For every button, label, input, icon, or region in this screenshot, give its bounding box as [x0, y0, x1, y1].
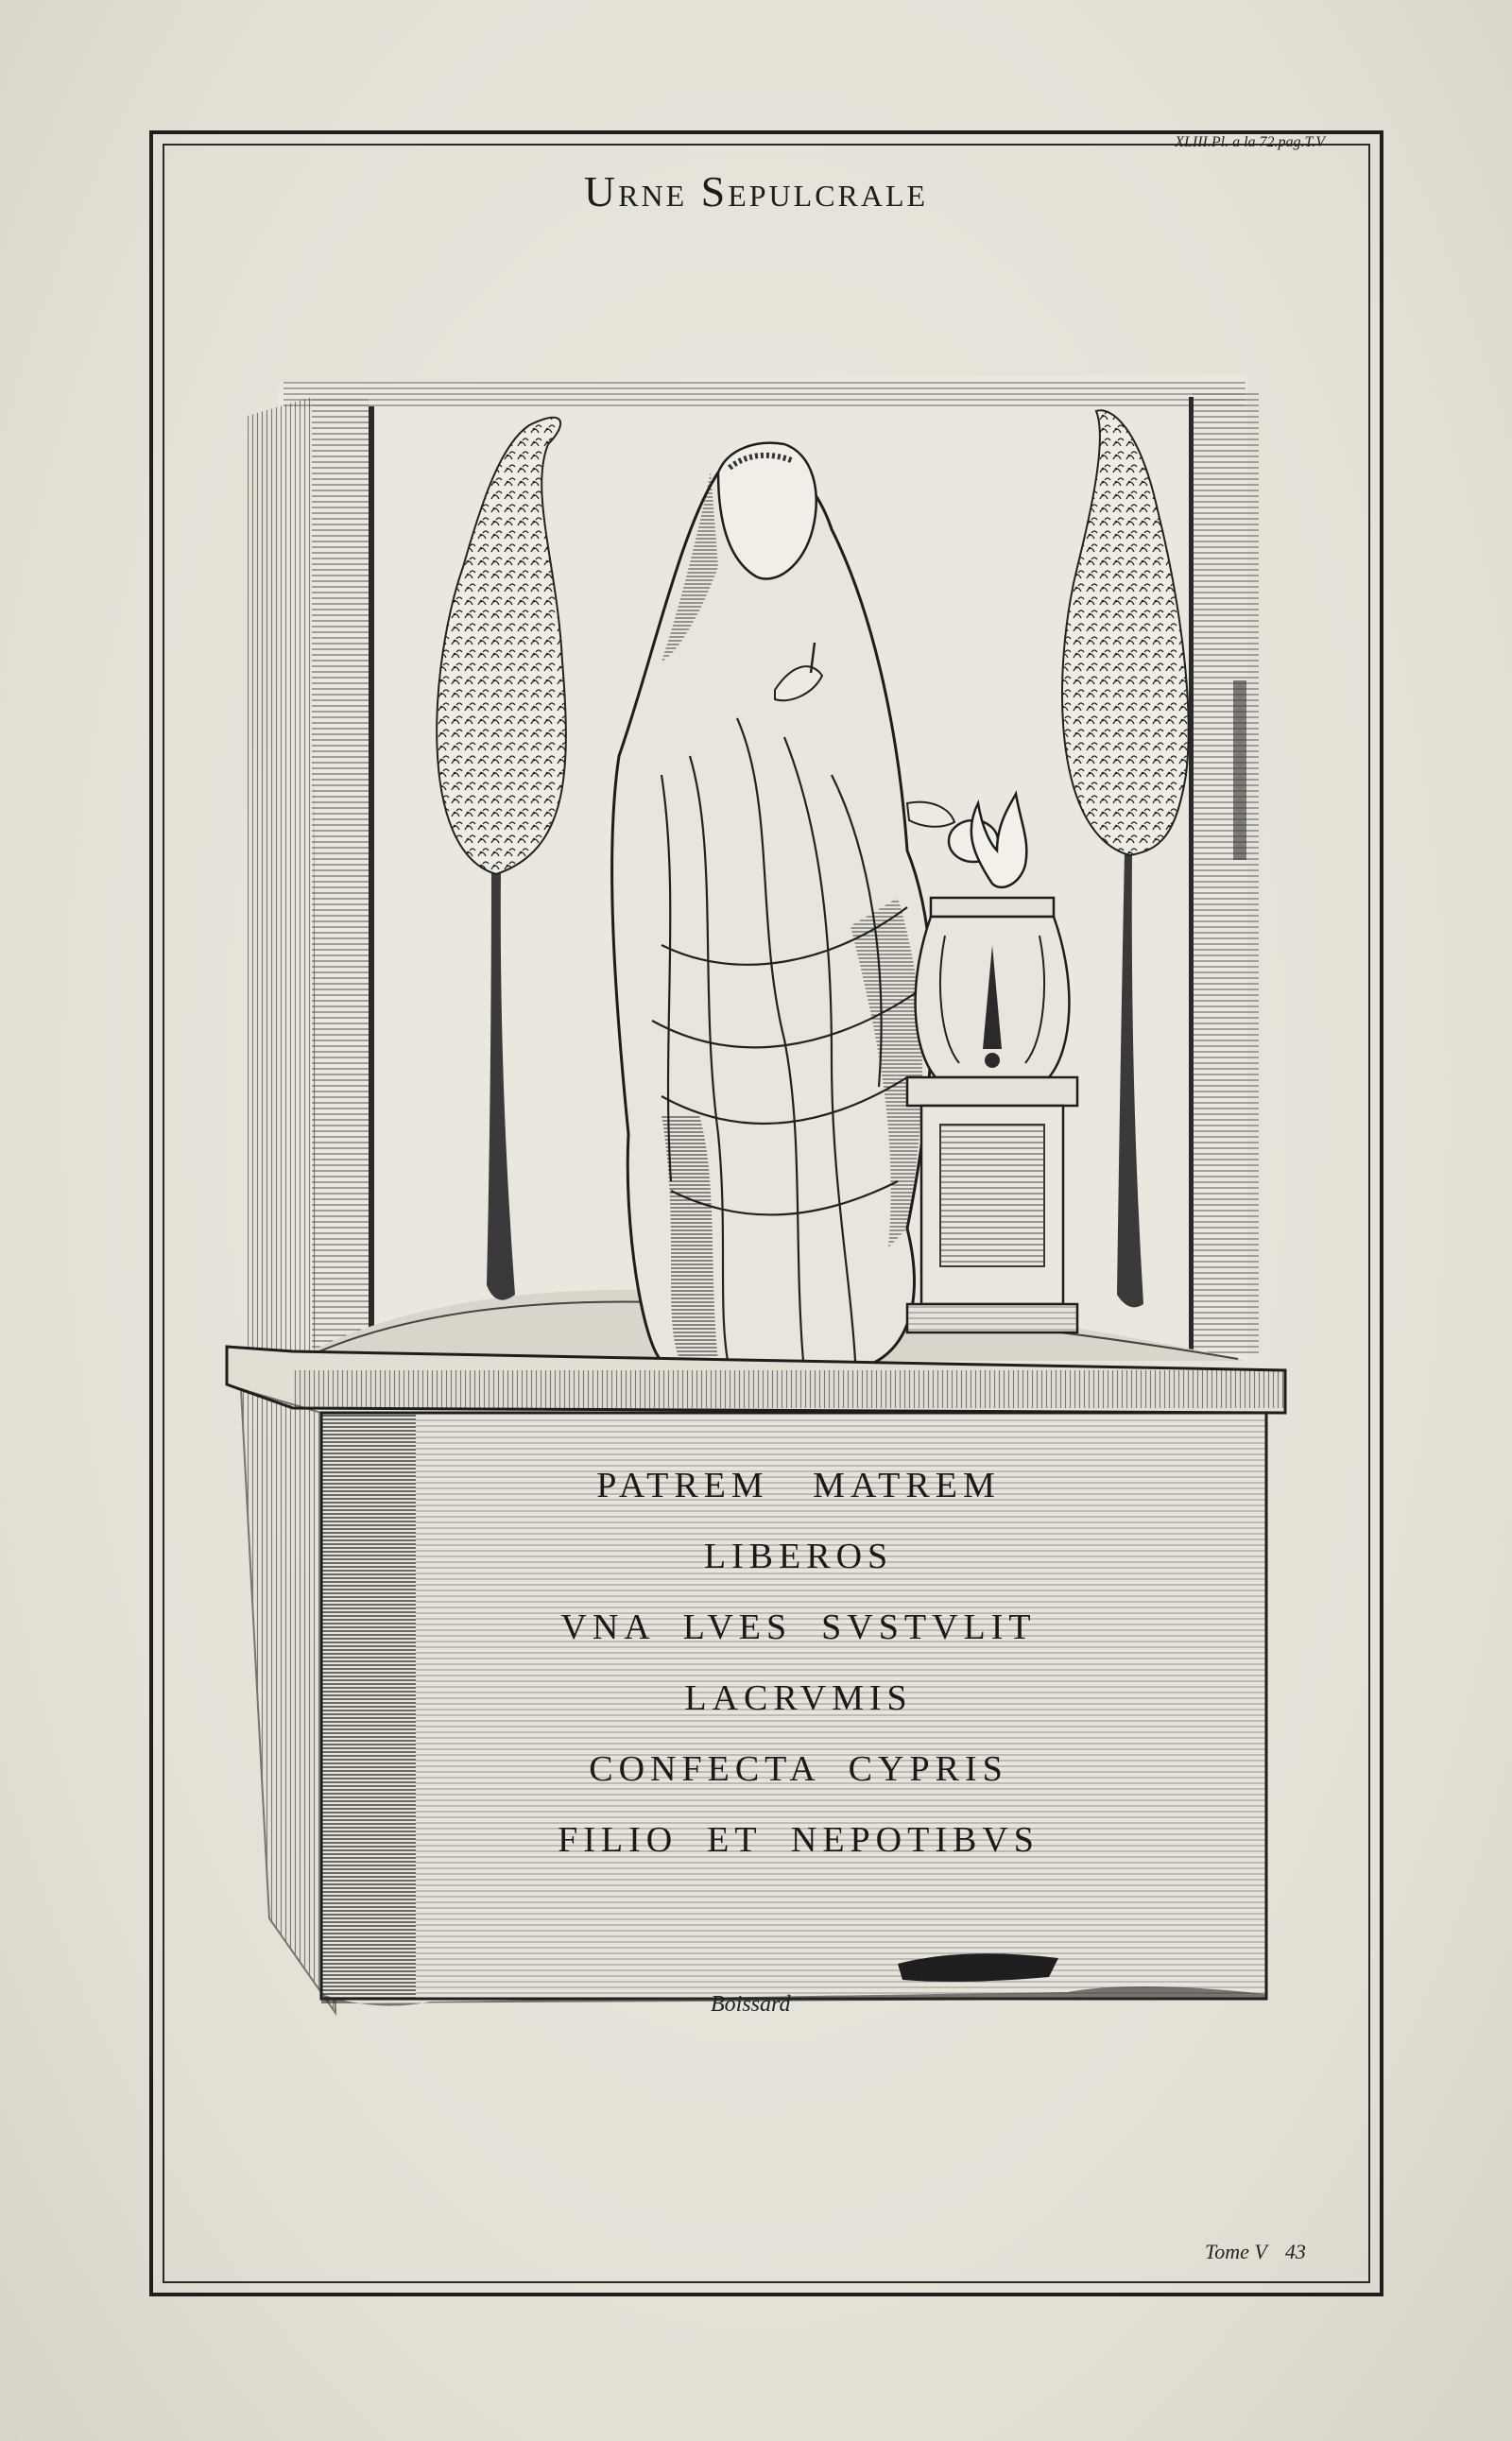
engraver-signature: Boissard — [711, 1992, 791, 2017]
inscription-line: CONFECTA CYPRIS — [589, 1749, 1008, 1789]
inscription-line: LIBEROS — [703, 1537, 894, 1576]
page-number: 43 — [1284, 2240, 1306, 2263]
plate-reference: XLIII.Pl. a la 72.pag.T.V — [1175, 134, 1325, 150]
inscription-line: FILIO ET NEPOTIBVS — [558, 1820, 1040, 1860]
inscription-line: LACRVMIS — [684, 1678, 913, 1718]
inscription-line: VNA LVES SVSTVLIT — [560, 1607, 1037, 1647]
tome-volume: Tome V — [1205, 2240, 1267, 2263]
tome-label — [1205, 2240, 1306, 2264]
plate-title: Urne Sepulcrale — [583, 167, 929, 215]
inscription-line: PATREM MATREM — [596, 1466, 1001, 1505]
inscription-text — [406, 1451, 1191, 1876]
